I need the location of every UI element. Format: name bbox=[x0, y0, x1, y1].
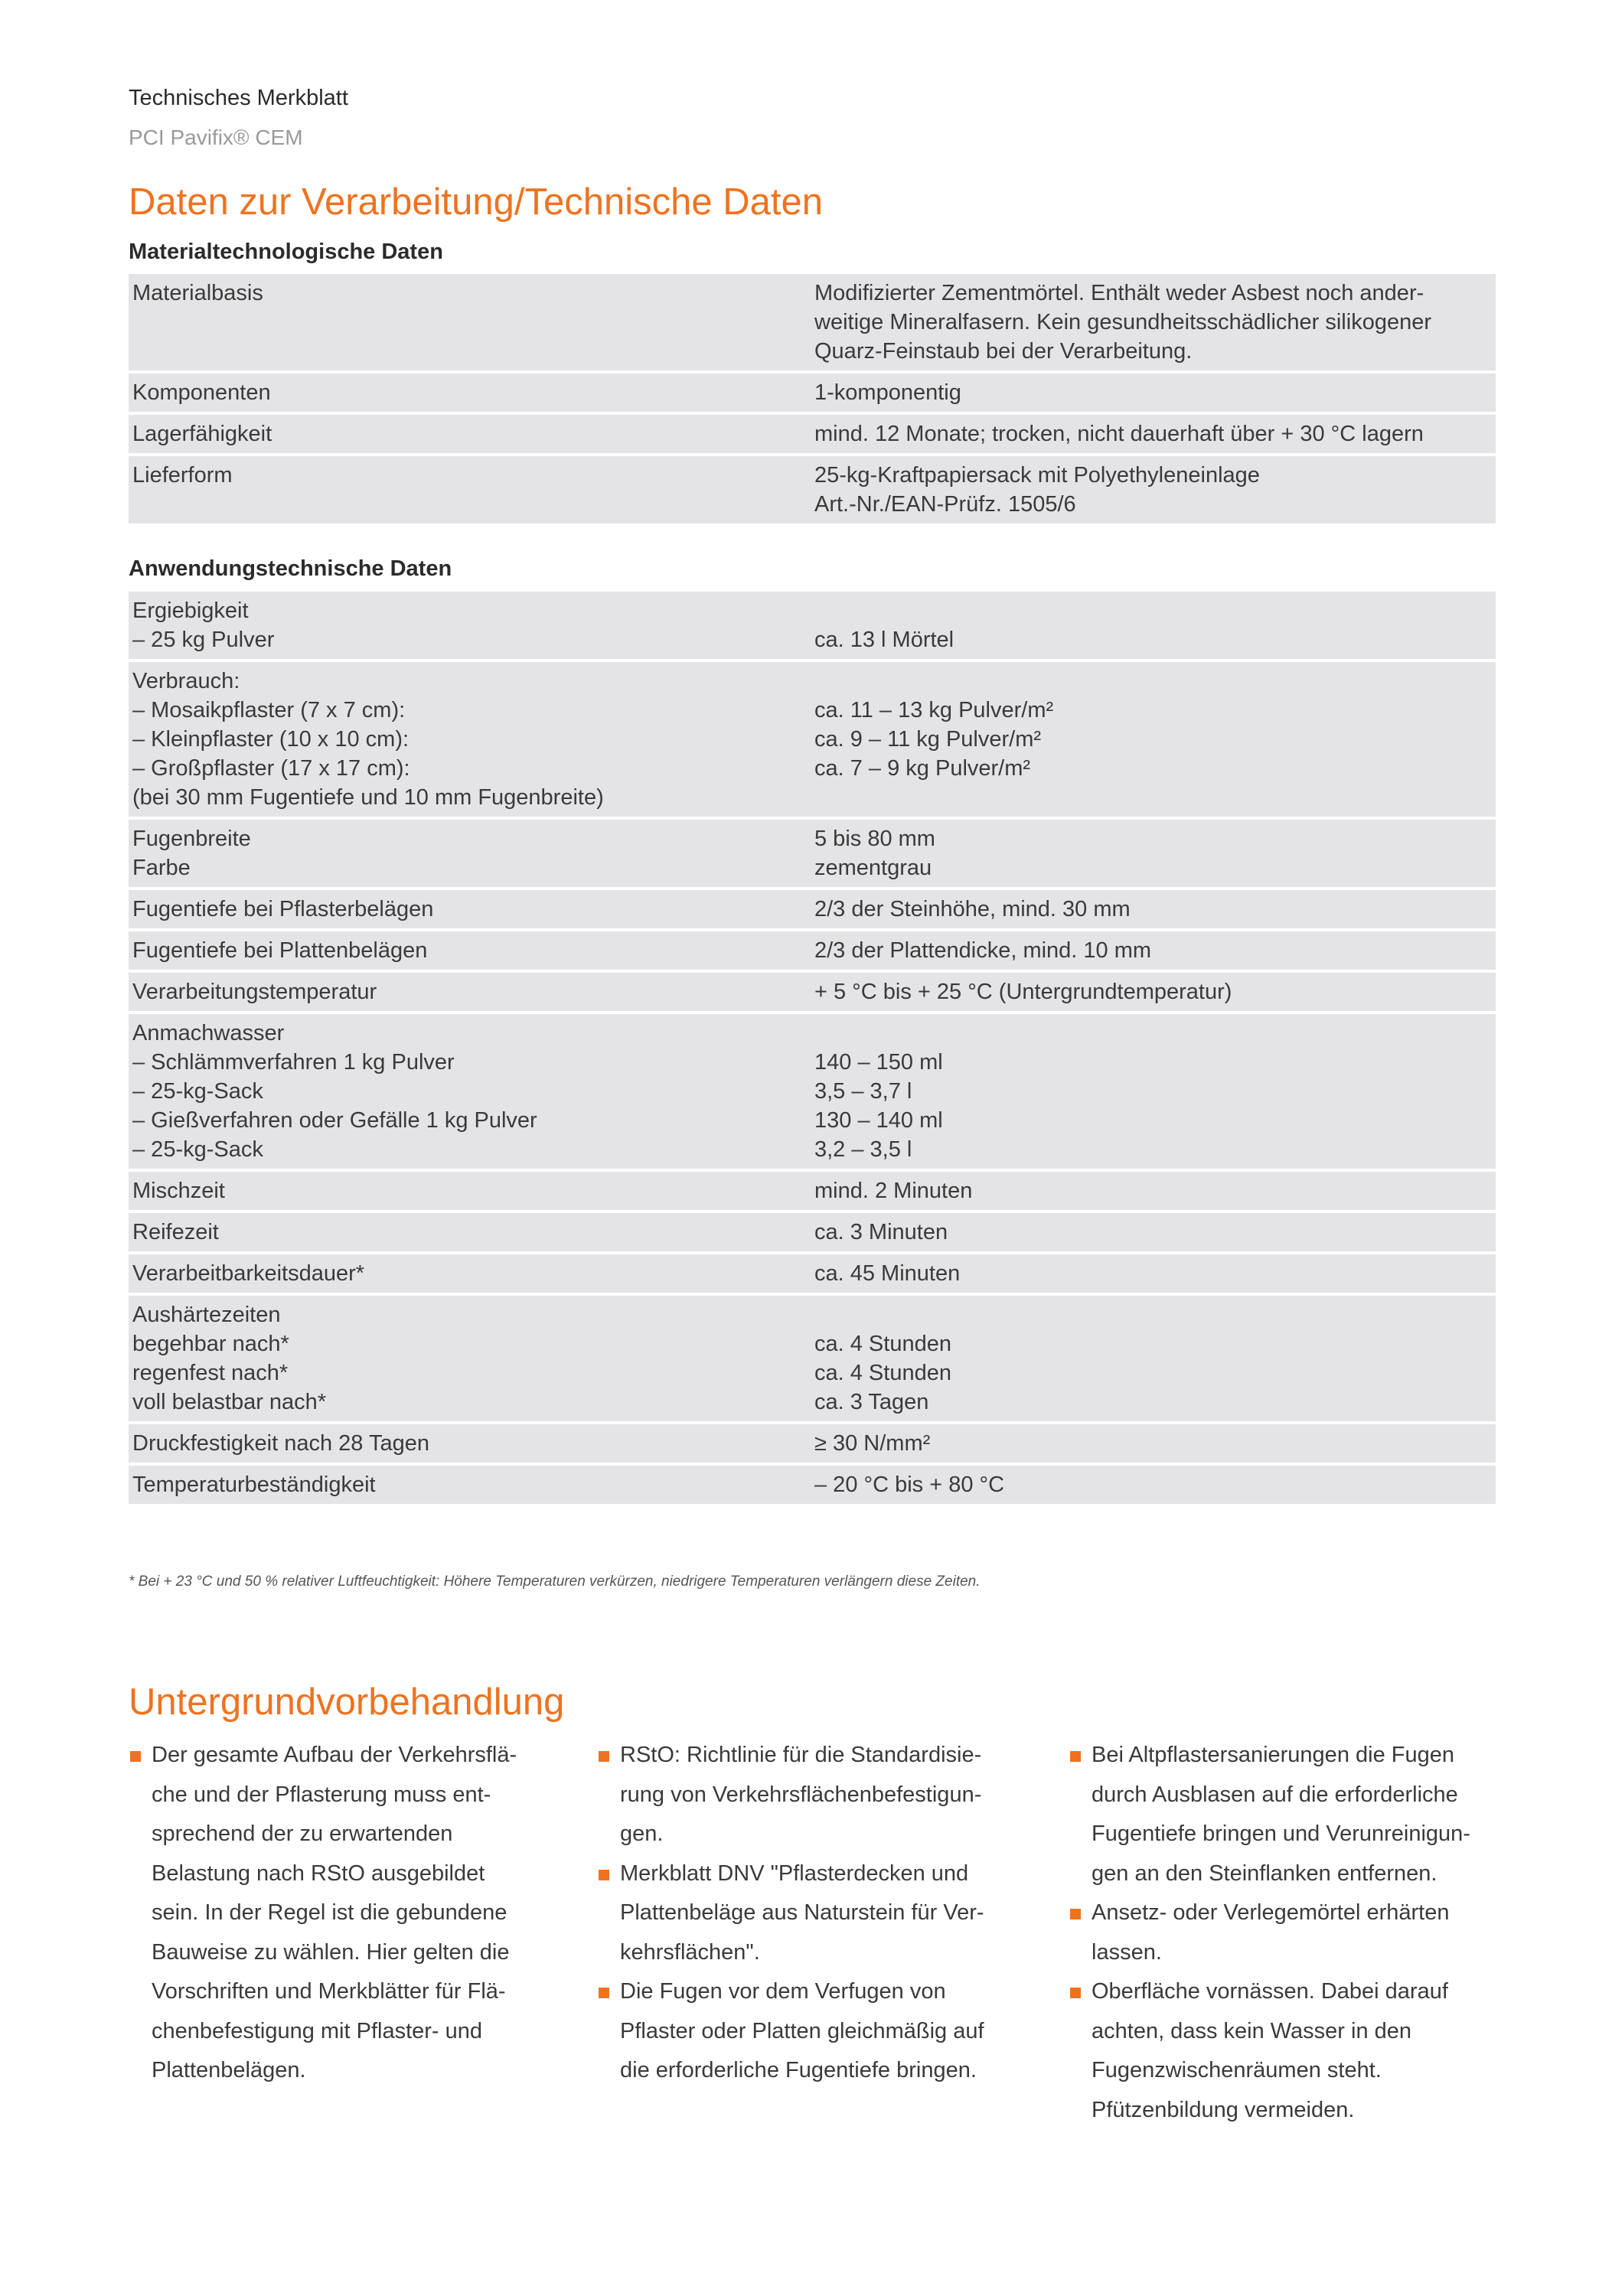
row-label: Fugentiefe bei Plattenbelägen bbox=[129, 931, 811, 970]
row-value: – 20 °C bis + 80 °C bbox=[811, 1466, 1496, 1504]
table-row bbox=[129, 373, 1496, 412]
row-label: Aushärtezeiten begehbar nach* regenfest nach* voll belastbar nach* bbox=[129, 1296, 811, 1421]
list-item-text: Ansetz- oder Verlegemörtel erhärten lassen. bbox=[1092, 1900, 1450, 1965]
row-label: Komponenten bbox=[129, 373, 811, 412]
list-item-text: Bei Altpflastersanierungen die Fugen durch Ausblasen auf die erforderliche Fugentiefe bringen und Verunreinigun- gen an den Steinflanken entfernen. bbox=[1092, 1743, 1470, 1886]
row-label: Druckfestigkeit nach 28 Tagen bbox=[129, 1424, 811, 1463]
row-label: Reifezeit bbox=[129, 1213, 811, 1251]
row-label: Materialbasis bbox=[129, 274, 811, 370]
row-label: Lagerfähigkeit bbox=[129, 415, 811, 453]
application-section-title: Anwendungstechnische Daten bbox=[129, 556, 452, 581]
list-item bbox=[129, 1736, 557, 2091]
footnote: * Bei + 23 °C und 50 % relativer Luftfeuchtigkeit: Höhere Temperaturen verkürzen, niedrigere Temperaturen verlängern diese Zeiten. bbox=[129, 1574, 981, 1590]
row-value: ca. 3 Minuten bbox=[811, 1213, 1496, 1251]
table-row bbox=[129, 456, 1496, 523]
row-value: 2/3 der Plattendicke, mind. 10 mm bbox=[811, 931, 1496, 970]
row-value: 140 – 150 ml 3,5 – 3,7 l 130 – 140 ml 3,2 – 3,5 l bbox=[811, 1014, 1496, 1169]
material-section-title: Materialtechnologische Daten bbox=[129, 240, 443, 264]
section-heading-substrate: Untergrundvorbehandlung bbox=[129, 1681, 565, 1723]
product-name: PCI Pavifix® CEM bbox=[129, 126, 303, 149]
row-label: Verarbeitbarkeitsdauer* bbox=[129, 1254, 811, 1293]
row-label: Temperaturbeständigkeit bbox=[129, 1466, 811, 1504]
table-row bbox=[129, 1466, 1496, 1504]
row-label: Ergiebigkeit – 25 kg Pulver bbox=[129, 592, 811, 659]
row-label: Fugentiefe bei Pflasterbelägen bbox=[129, 890, 811, 928]
row-label: Lieferform bbox=[129, 456, 811, 523]
row-value: ca. 11 – 13 kg Pulver/m² ca. 9 – 11 kg Pulver/m² ca. 7 – 9 kg Pulver/m² bbox=[811, 662, 1496, 817]
list-item-text: Die Fugen vor dem Verfugen von Pflaster oder Platten gleichmäßig auf die erforderliche Fugentiefe bringen. bbox=[620, 1979, 984, 2082]
row-value: mind. 12 Monate; trocken, nicht dauerhaft über + 30 °C lagern bbox=[811, 415, 1496, 453]
row-label: Verbrauch: – Mosaikpflaster (7 x 7 cm): – Kleinpflaster (10 x 10 cm): – Großpflaster (17 x 17 cm): (bei 30 mm Fugentiefe und 10 mm Fugenbreite) bbox=[129, 662, 811, 817]
list-item-text: Oberfläche vornässen. Dabei darauf achten, dass kein Wasser in den Fugenzwischenräumen steht. Pfützenbildung vermeiden. bbox=[1092, 1979, 1448, 2122]
application-data-table bbox=[129, 589, 1496, 1507]
row-value: ≥ 30 N/mm² bbox=[811, 1424, 1496, 1463]
table-row bbox=[129, 592, 1496, 659]
bullet-square-icon bbox=[599, 1870, 609, 1880]
table-row bbox=[129, 662, 1496, 817]
list-item bbox=[597, 1854, 1033, 1973]
row-value: 2/3 der Steinhöhe, mind. 30 mm bbox=[811, 890, 1496, 928]
row-value: + 5 °C bis + 25 °C (Untergrundtemperatur) bbox=[811, 973, 1496, 1011]
row-label: Verarbeitungstemperatur bbox=[129, 973, 811, 1011]
list-item bbox=[597, 1736, 1033, 1854]
list-item-text: RStO: Richtlinie für die Standardisie- rung von Verkehrsflächenbefestigun- gen. bbox=[620, 1743, 982, 1846]
page-title: Daten zur Verarbeitung/Technische Daten bbox=[129, 181, 824, 223]
row-value: 25-kg-Kraftpapiersack mit Polyethyleneinlage Art.-Nr./EAN-Prüfz. 1505/6 bbox=[811, 456, 1496, 523]
bullet-square-icon bbox=[1070, 1751, 1081, 1762]
column-3 bbox=[1069, 1736, 1496, 2130]
row-value: 5 bis 80 mm zementgrau bbox=[811, 820, 1496, 887]
bullet-square-icon bbox=[599, 1751, 609, 1762]
row-label: Mischzeit bbox=[129, 1172, 811, 1210]
row-label: Fugenbreite Farbe bbox=[129, 820, 811, 887]
table-row bbox=[129, 415, 1496, 453]
list-item bbox=[597, 1972, 1033, 2091]
bullet-square-icon bbox=[1070, 1988, 1081, 1998]
table-row bbox=[129, 1213, 1496, 1251]
row-value: Modifizierter Zementmörtel. Enthält weder Asbest noch ander- weitige Mineralfasern. Kein gesundheitsschädlicher silikogener Quarz-Feinstaub bei der Verarbeitung. bbox=[811, 274, 1496, 370]
row-value: ca. 13 l Mörtel bbox=[811, 592, 1496, 659]
table-row bbox=[129, 1296, 1496, 1421]
table-row bbox=[129, 1172, 1496, 1210]
table-row bbox=[129, 1014, 1496, 1169]
table-row bbox=[129, 890, 1496, 928]
row-value: ca. 4 Stunden ca. 4 Stunden ca. 3 Tagen bbox=[811, 1296, 1496, 1421]
row-label: Anmachwasser – Schlämmverfahren 1 kg Pulver – 25-kg-Sack – Gießverfahren oder Gefälle 1 kg Pulver – 25-kg-Sack bbox=[129, 1014, 811, 1169]
bullet-square-icon bbox=[130, 1751, 141, 1762]
list-item bbox=[1069, 1893, 1496, 1972]
document-type-label: Technisches Merkblatt bbox=[129, 86, 348, 110]
material-data-table bbox=[129, 271, 1496, 527]
table-row bbox=[129, 931, 1496, 970]
list-item bbox=[1069, 1736, 1496, 1893]
column-1 bbox=[129, 1736, 557, 2091]
table-row bbox=[129, 820, 1496, 887]
row-value: ca. 45 Minuten bbox=[811, 1254, 1496, 1293]
list-item bbox=[1069, 1972, 1496, 2130]
bullet-square-icon bbox=[1070, 1909, 1081, 1919]
list-item-text: Der gesamte Aufbau der Verkehrsflä- che und der Pflasterung muss ent- sprechend der zu erwartenden Belastung nach RStO ausgebildet sein. In der Regel ist die gebundene Bauweise zu wählen. Hier gelten die Vorschriften und Merkblätter für Flä- chenbefestigung mit Pflaster- und Plattenbelägen. bbox=[152, 1743, 517, 2082]
bullet-square-icon bbox=[599, 1988, 609, 1998]
row-value: mind. 2 Minuten bbox=[811, 1172, 1496, 1210]
table-row bbox=[129, 1254, 1496, 1293]
table-row bbox=[129, 1424, 1496, 1463]
list-item-text: Merkblatt DNV "Pflasterdecken und Plattenbeläge aus Naturstein für Ver- kehrsflächen". bbox=[620, 1861, 984, 1965]
column-2 bbox=[597, 1736, 1033, 2091]
table-row bbox=[129, 274, 1496, 370]
row-value: 1-komponentig bbox=[811, 373, 1496, 412]
table-row bbox=[129, 973, 1496, 1011]
